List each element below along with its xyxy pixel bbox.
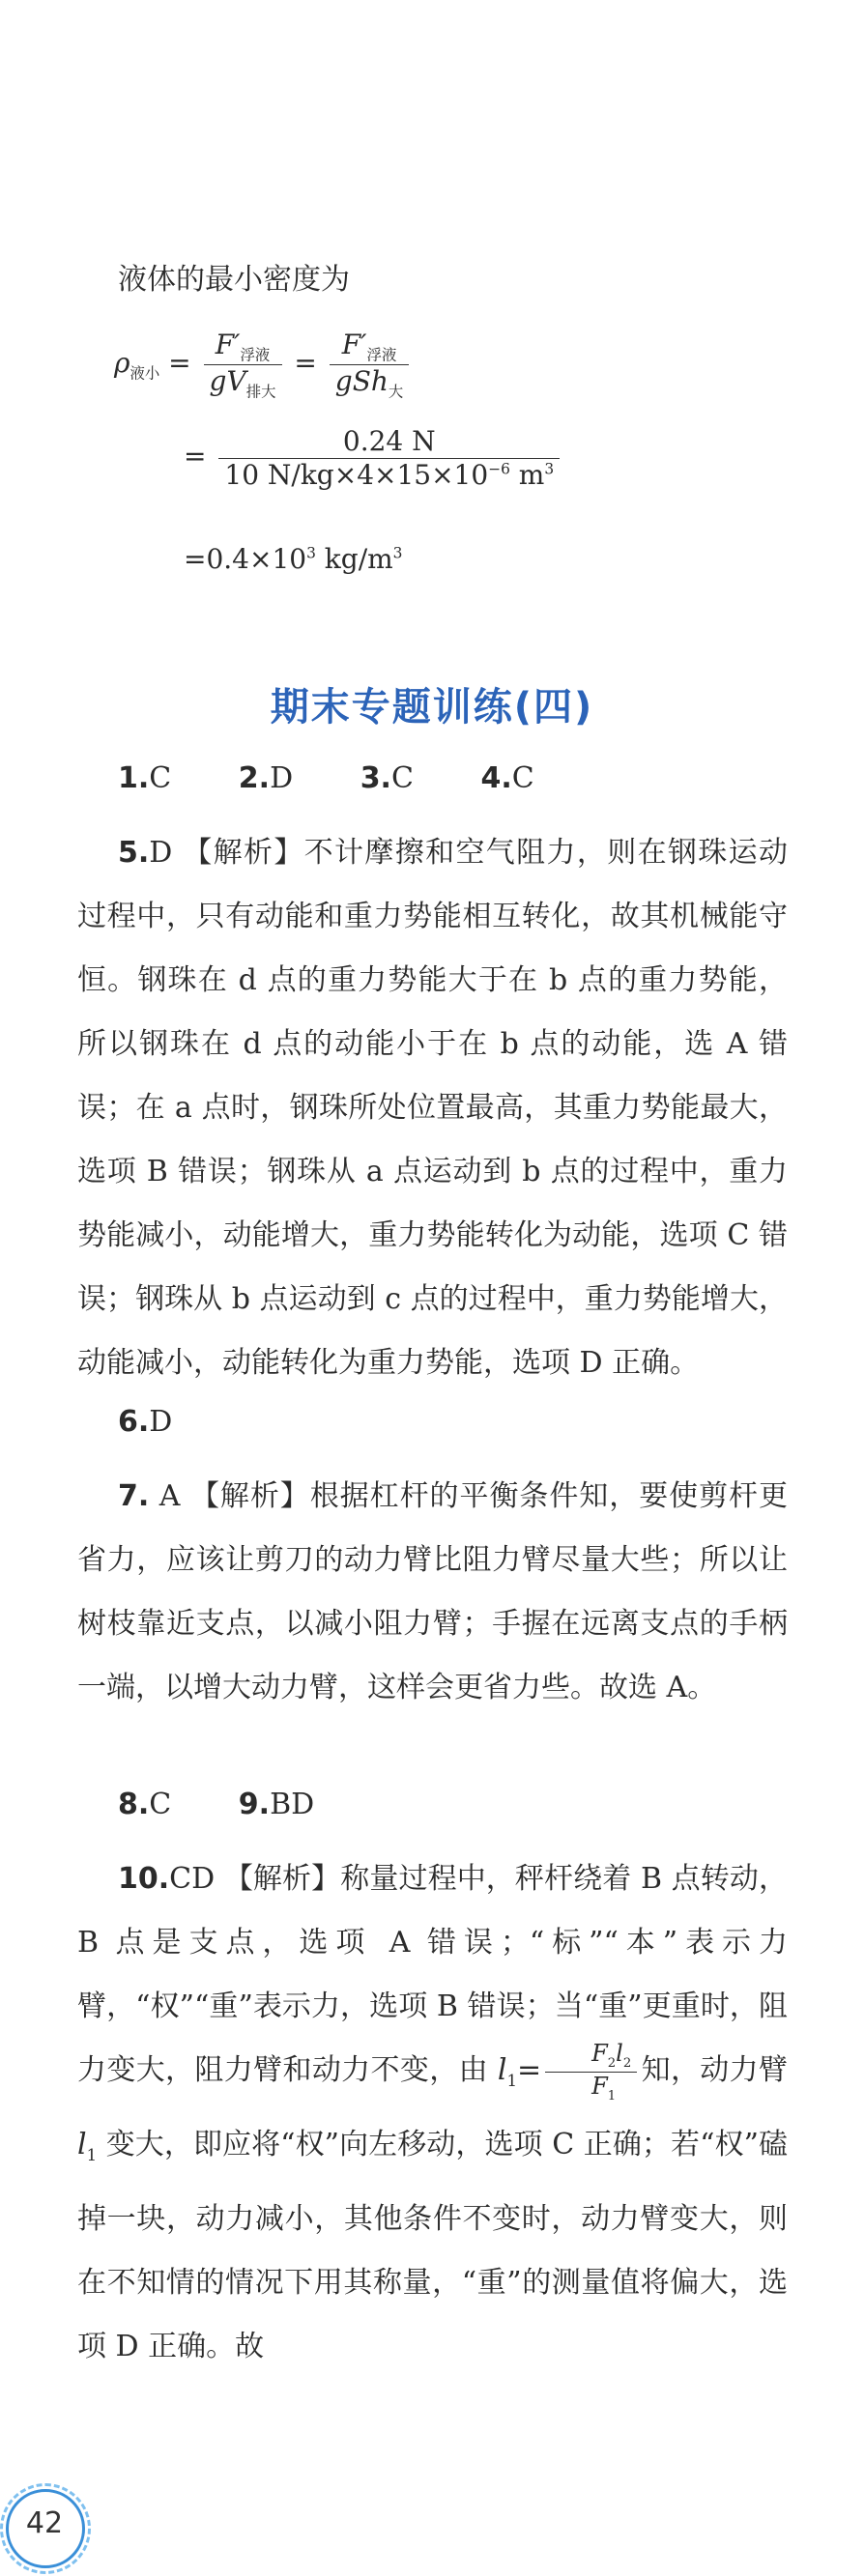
explanation-text: 变大，即应将“权”向左移动，选项 C 正确；若“权”磕掉一块，动力减小，其他条件不变时，动力臂变大，则在不知情的情况下用其称量，“重”的测量值将偏大，选项 D 正确。故 — [77, 2128, 788, 2363]
rho-symbol: ρ — [114, 347, 130, 380]
explanation-text: 【解析】根据杠杆的平衡条件知，要使剪杆更省力，应该让剪刀的动力臂比阻力臂尽量大些；所以让树枝靠近支点，以减小阻力臂；手握在远离支点的手柄一端，以增大动力臂，这样会更省力些。故选 A。 — [77, 1479, 789, 1704]
answer-value: D — [270, 761, 294, 795]
answer-item — [360, 761, 443, 795]
question-number: 3. — [360, 761, 391, 795]
explanation-text: 【解析】不计摩擦和空气阻力，则在钢珠运动过程中，只有动能和重力势能相互转化，故其机械能守恒。钢珠在 d 点的重力势能大于在 b 点的重力势能，所以钢珠在 d 点的动能小于在 b 点的动能，选 A 错误；在 a 点时，钢珠所处位置最高，其重力势能最大，选项 B 错误；钢珠从 a 点运动到 b 点的过程中，重力势能减小，动能增大，重力势能转化为动能，选项 C 错误；钢珠从 b 点运动到 c 点的过程中，重力势能增大，动能减小，动能转化为重力势能，选项 D 正确。 — [77, 836, 789, 1380]
fraction-numeric — [218, 425, 560, 491]
question-number: 9. — [238, 1788, 271, 1821]
question-number: 2. — [238, 761, 271, 795]
page-number-badge — [0, 2483, 89, 2572]
question-number: 6. — [118, 1405, 150, 1439]
answer-6 — [118, 1403, 201, 1442]
lever-arm-subscript: 1 — [506, 2072, 517, 2090]
lever-arm-symbol: l — [77, 2128, 87, 2161]
answer-item — [118, 1788, 200, 1821]
answer-item — [239, 761, 322, 795]
question-number: 1. — [118, 761, 150, 795]
lever-arm-symbol: l — [497, 2053, 507, 2087]
denominator-value: 10 N/kg×4×15×10 — [224, 458, 489, 491]
question-number: 7. — [118, 1479, 150, 1513]
explanation-text: 【解析】称量过程中，秤杆绕着 B 点转动，B 点是支点，选项 A 错误；“标”“本”表示力臂，“权”“重”表示力，选项 B 错误；当“重”更重时，阻力变大，阻力臂和动力不变，由 — [77, 1862, 788, 2087]
answer-item — [118, 761, 200, 795]
fraction-numerator-sub: 浮液 — [240, 346, 271, 364]
answer-item — [480, 761, 562, 795]
fraction-denominator: gV — [209, 365, 246, 398]
lever-fraction — [545, 2040, 637, 2104]
rho-subscript: 液小 — [130, 364, 160, 383]
equals-sign: = — [516, 2053, 542, 2087]
answers-8-9 — [118, 1786, 372, 1824]
fraction-denominator: gSh — [334, 365, 389, 398]
fraction-denominator-sub: 排大 — [245, 383, 276, 401]
lever-arm-subscript: 1 — [86, 2146, 98, 2164]
force-symbol: F — [591, 2072, 608, 2100]
fraction-buoyancy-volume — [204, 329, 282, 401]
fraction-buoyancy-area — [330, 329, 410, 401]
solution-header: 液体的最小密度为 — [118, 263, 350, 297]
answer-value: D — [149, 1405, 173, 1439]
answer-value: C — [149, 1788, 172, 1821]
fraction-numerator: F′ — [341, 329, 367, 360]
denominator-exponent: −6 — [488, 460, 510, 478]
answer-value: D — [149, 836, 173, 870]
page-number: 42 — [25, 2506, 64, 2540]
answer-value: CD — [169, 1862, 216, 1896]
fraction-numerator: F′ — [215, 329, 241, 360]
lever-arm-subscript: 2 — [622, 2055, 632, 2071]
question-number: 10. — [118, 1862, 170, 1896]
answer-item — [239, 1788, 343, 1821]
result-exponent: 3 — [306, 544, 316, 562]
question-number: 4. — [480, 761, 512, 795]
fraction-denominator-sub: 大 — [388, 383, 404, 401]
answers-1-4 — [118, 759, 592, 798]
fraction-numerator-sub: 浮液 — [366, 346, 397, 364]
question-5-explanation — [77, 821, 788, 1395]
fraction-denominator — [218, 459, 560, 492]
density-formula — [114, 329, 413, 401]
answer-value: A — [158, 1479, 181, 1513]
question-10-explanation — [77, 1847, 788, 2379]
force-subscript: 1 — [607, 2088, 617, 2104]
question-number: 5. — [118, 836, 150, 870]
density-result — [184, 543, 402, 575]
answer-value: BD — [270, 1788, 315, 1821]
fraction-numerator: 0.24 N — [218, 425, 560, 459]
question-number: 8. — [118, 1788, 150, 1821]
equals-sign: = — [294, 347, 317, 380]
answer-value: C — [511, 761, 534, 795]
answer-value: C — [390, 761, 414, 795]
denominator-unit-exponent: 3 — [544, 460, 555, 478]
equals-sign: = — [168, 347, 191, 380]
result-unit: kg/m — [324, 543, 393, 575]
denominator-unit: m — [518, 458, 545, 491]
lever-arm-symbol: l — [616, 2039, 623, 2067]
density-formula-step2 — [184, 425, 563, 491]
answer-value: C — [149, 761, 172, 795]
result-value: =0.4×10 — [184, 543, 307, 575]
explanation-text: 知，动力臂 — [641, 2053, 789, 2087]
result-unit-exponent: 3 — [392, 544, 403, 562]
force-subscript: 2 — [607, 2055, 617, 2071]
force-symbol: F — [591, 2039, 608, 2067]
question-7-explanation — [77, 1465, 788, 1720]
equals-sign: = — [184, 440, 207, 472]
section-title: 期末专题训练(四) — [270, 685, 594, 730]
